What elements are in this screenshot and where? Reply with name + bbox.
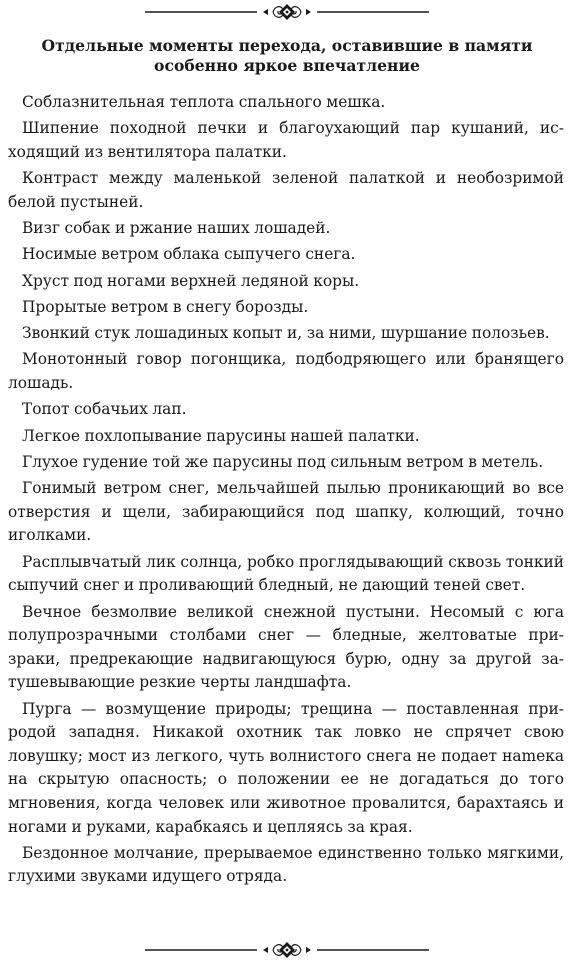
heading-line-2: особенно яркое впечатление xyxy=(154,56,420,75)
paragraph: Пурга — возмущение природы; трещина — поставленная природой западня. Никакой охотник так ловко не спрячет свою ловушку; мост из легкого, чуть волнистого снега не подает наmека на скрытую опасность; о положении ее не догадаться до того мгновения, когда человек или животное провалится, барахтаясь и ногами и руками, карабкаясь и цепляясь за края. xyxy=(8,699,564,836)
bottom-ornament xyxy=(0,938,574,962)
paragraph: Соблазнительная теплота спального мешка. xyxy=(22,93,386,111)
top-ornament xyxy=(0,0,574,24)
body-text xyxy=(8,91,564,892)
paragraph: Звонкий стук лошадиных копыт и, за ними, шуршание полозьев. xyxy=(22,324,550,343)
section-heading xyxy=(12,36,562,76)
paragraph: Глухое гудение той же парусины под сильным ветром в метель. xyxy=(22,452,544,471)
paragraph: Контраст между маленькой зеленой палаткой и необозримой белой пустыней. xyxy=(8,169,564,211)
paragraph: Вечное безмолвие великой снежной пустыни. Несомый с юга полупрозрачными столбами снег — бледные, желтоватые призраки, предрекающие надвигающуюся бурю, одну за другой затушевывающие резкие черты ландшафта. xyxy=(8,602,564,692)
paragraph: Гонимый ветром снег, мельчайшей пылью проникающий во все отверстия и щели, забирающийся под шапку, колющий, точно иголками. xyxy=(8,479,564,545)
paragraph: Топот собачьих лап. xyxy=(22,400,187,419)
paragraph: Легкое похлопывание парусины нашей палатки. xyxy=(22,426,420,445)
heading-line-1: Отдельные моменты перехода, оставившие в памяти xyxy=(41,36,533,55)
paragraph: Расплывчатый лик солнца, робко проглядывающий сквозь тонкий сыпучий снег и проливающий бледный, не дающий теней свет. xyxy=(8,552,564,595)
paragraph: Бездонное молчание, прерываемое единственно только мягкими, глухими звуками идущего отряда. xyxy=(8,843,564,886)
paragraph: Визг собак и ржание наших лошадей. xyxy=(22,219,331,238)
paragraph: Носимые ветром облака сыпучего снега. xyxy=(22,245,356,264)
scroll-flourish-icon xyxy=(87,0,487,24)
paragraph: Шипение походной печки и благоухающий пар кушаний, исходящий из вентилятора палатки. xyxy=(8,119,564,161)
paragraph: Монотонный говор погонщика, подбодряющего или бранящего лошадь. xyxy=(8,350,564,393)
paragraph: Прорытые ветром в снегу борозды. xyxy=(22,297,309,316)
scroll-flourish-icon xyxy=(87,938,487,962)
paragraph: Хруст под ногами верхней ледяной коры. xyxy=(22,271,360,290)
